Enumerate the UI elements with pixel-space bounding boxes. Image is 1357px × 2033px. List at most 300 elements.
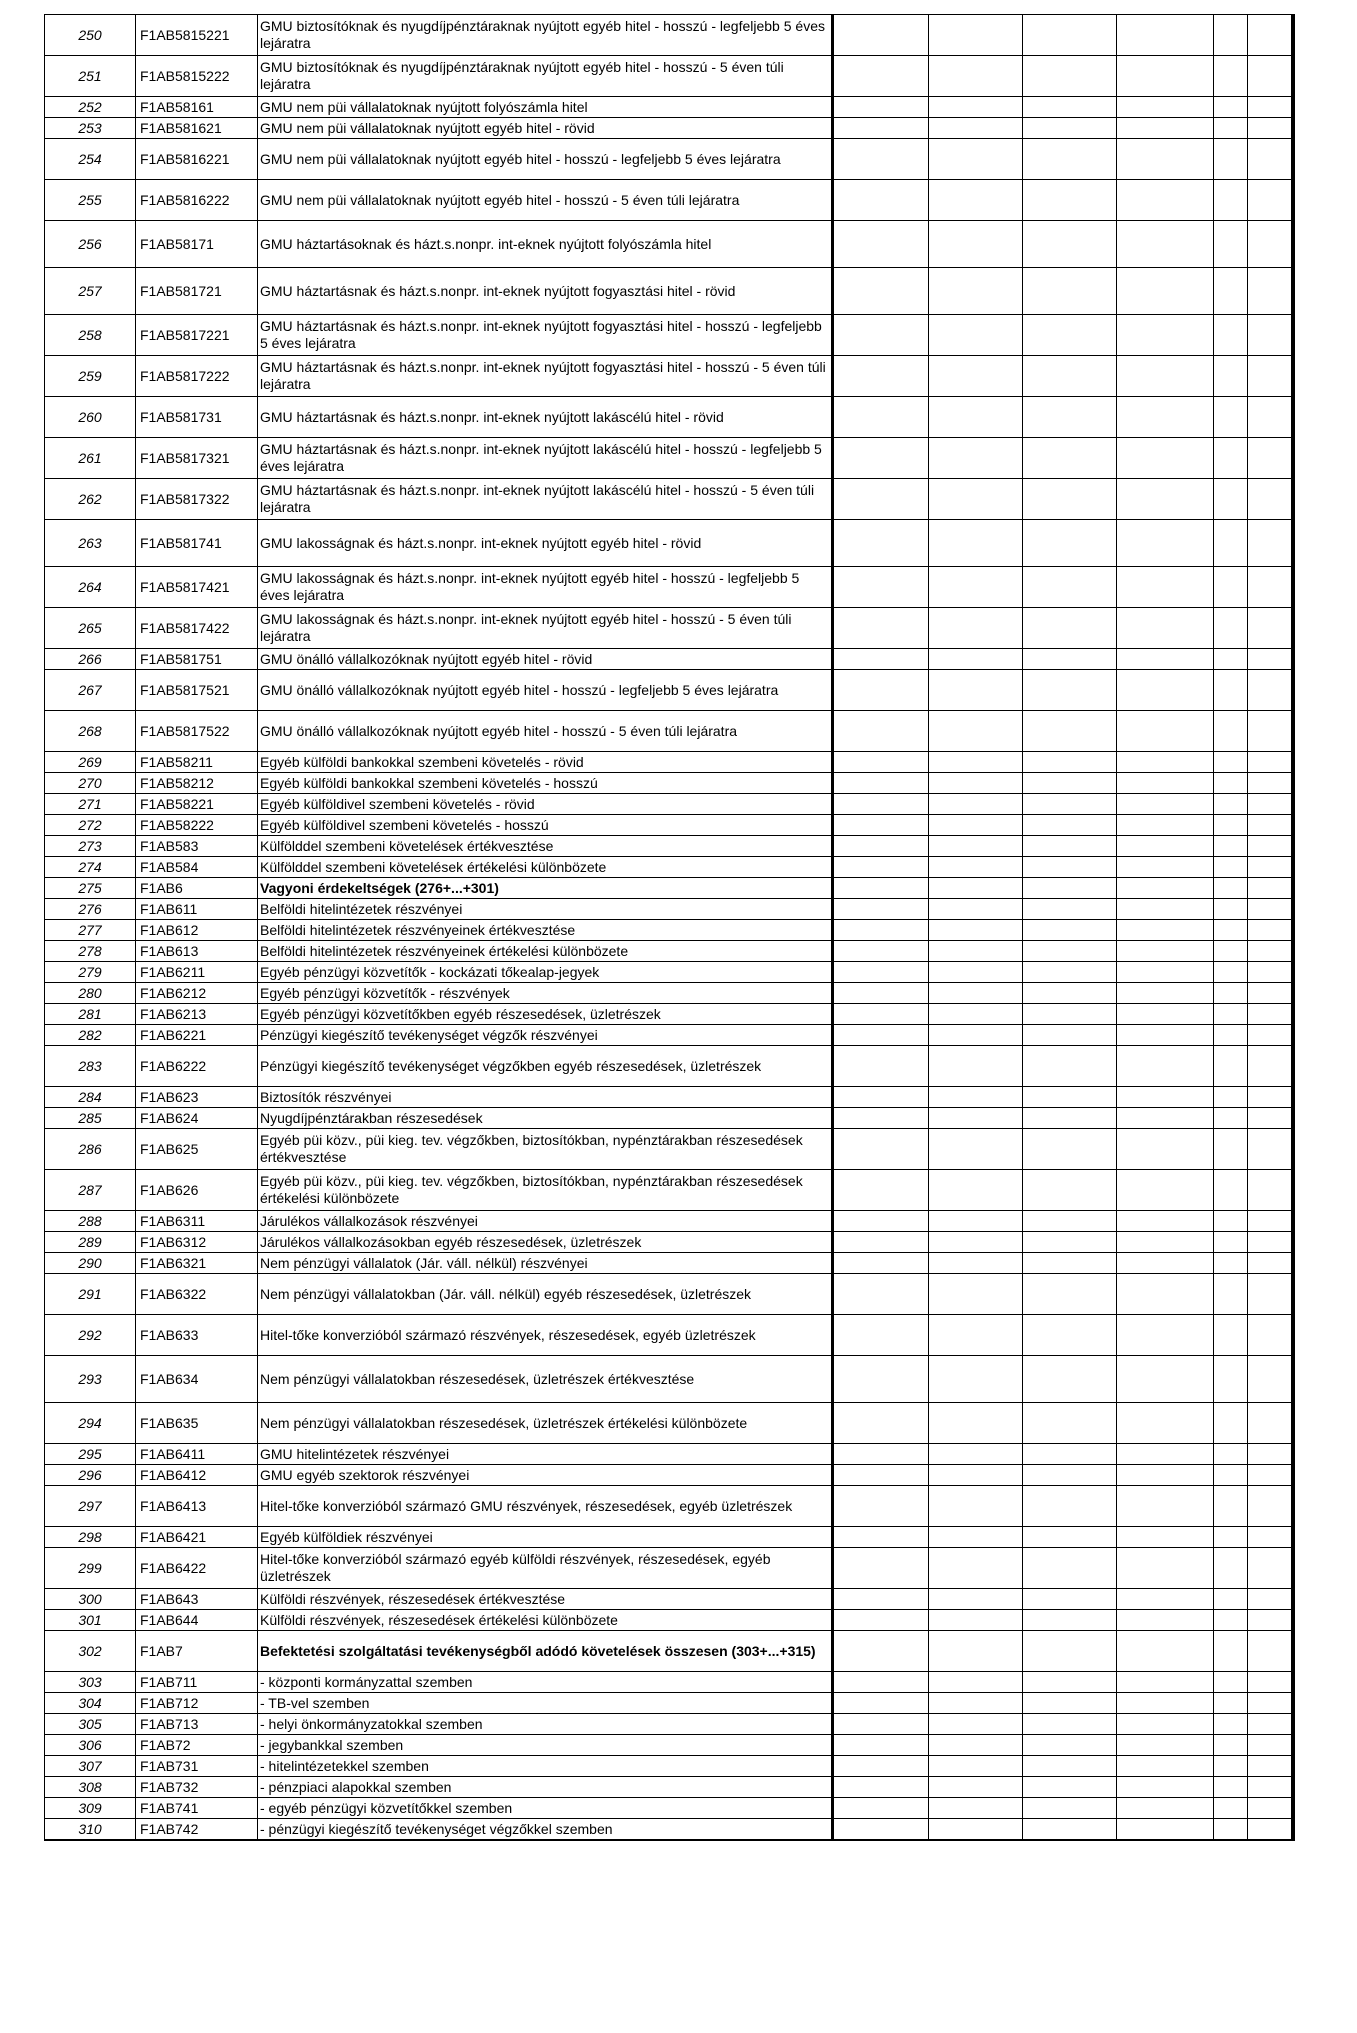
row-number: 260 xyxy=(45,397,136,438)
table-row xyxy=(45,815,1293,836)
table-row xyxy=(45,608,1293,649)
value-cell-6 xyxy=(1248,221,1293,268)
value-cell-1 xyxy=(833,983,929,1004)
value-cell-5 xyxy=(1214,315,1248,356)
row-code: F1AB624 xyxy=(136,1108,258,1129)
value-cell-1 xyxy=(833,941,929,962)
value-cell-1 xyxy=(833,1819,929,1841)
value-cell-4 xyxy=(1117,920,1214,941)
row-number: 252 xyxy=(45,97,136,118)
table-row xyxy=(45,1735,1293,1756)
value-cell-6 xyxy=(1248,1798,1293,1819)
row-code: F1AB732 xyxy=(136,1777,258,1798)
table-row xyxy=(45,397,1293,438)
value-cell-1 xyxy=(833,1004,929,1025)
row-code: F1AB58221 xyxy=(136,794,258,815)
table-row xyxy=(45,1486,1293,1527)
value-cell-5 xyxy=(1214,139,1248,180)
value-cell-3 xyxy=(1023,1232,1117,1253)
value-cell-6 xyxy=(1248,1672,1293,1693)
row-description: Belföldi hitelintézetek részvényei xyxy=(258,899,833,920)
value-cell-2 xyxy=(929,670,1023,711)
row-code: F1AB5816221 xyxy=(136,139,258,180)
value-cell-2 xyxy=(929,1631,1023,1672)
row-description: GMU önálló vállalkozóknak nyújtott egyéb hitel - rövid xyxy=(258,649,833,670)
value-cell-4 xyxy=(1117,962,1214,983)
value-cell-5 xyxy=(1214,1527,1248,1548)
value-cell-5 xyxy=(1214,15,1248,56)
value-cell-1 xyxy=(833,608,929,649)
table-row xyxy=(45,180,1293,221)
value-cell-1 xyxy=(833,1211,929,1232)
value-cell-3 xyxy=(1023,315,1117,356)
value-cell-6 xyxy=(1248,752,1293,773)
value-cell-3 xyxy=(1023,438,1117,479)
row-description: Belföldi hitelintézetek részvényeinek értékvesztése xyxy=(258,920,833,941)
value-cell-5 xyxy=(1214,1548,1248,1589)
table-row xyxy=(45,1631,1293,1672)
row-code: F1AB5817522 xyxy=(136,711,258,752)
table-row xyxy=(45,1315,1293,1356)
row-code: F1AB711 xyxy=(136,1672,258,1693)
value-cell-6 xyxy=(1248,1610,1293,1631)
value-cell-1 xyxy=(833,962,929,983)
value-cell-3 xyxy=(1023,1087,1117,1108)
value-cell-5 xyxy=(1214,1274,1248,1315)
value-cell-5 xyxy=(1214,1129,1248,1170)
value-cell-2 xyxy=(929,899,1023,920)
row-number: 294 xyxy=(45,1403,136,1444)
table-body xyxy=(45,15,1293,1841)
table-row xyxy=(45,773,1293,794)
value-cell-4 xyxy=(1117,1315,1214,1356)
value-cell-5 xyxy=(1214,983,1248,1004)
row-code: F1AB643 xyxy=(136,1589,258,1610)
table-row xyxy=(45,1756,1293,1777)
row-description: GMU háztartásnak és házt.s.nonpr. int-eknek nyújtott fogyasztási hitel - rövid xyxy=(258,268,833,315)
table-row xyxy=(45,356,1293,397)
table-row xyxy=(45,1693,1293,1714)
table-row xyxy=(45,1527,1293,1548)
value-cell-6 xyxy=(1248,815,1293,836)
table-row xyxy=(45,920,1293,941)
row-code: F1AB7 xyxy=(136,1631,258,1672)
row-number: 296 xyxy=(45,1465,136,1486)
value-cell-4 xyxy=(1117,711,1214,752)
value-cell-3 xyxy=(1023,356,1117,397)
value-cell-6 xyxy=(1248,356,1293,397)
value-cell-2 xyxy=(929,221,1023,268)
row-description: Külfölddel szembeni követelések értékvesztése xyxy=(258,836,833,857)
value-cell-1 xyxy=(833,1610,929,1631)
row-description: GMU biztosítóknak és nyugdíjpénztáraknak nyújtott egyéb hitel - hosszú - legfeljebb 5 éves lejáratra xyxy=(258,15,833,56)
value-cell-5 xyxy=(1214,1672,1248,1693)
value-cell-6 xyxy=(1248,773,1293,794)
value-cell-6 xyxy=(1248,479,1293,520)
row-code: F1AB731 xyxy=(136,1756,258,1777)
table-row xyxy=(45,221,1293,268)
value-cell-4 xyxy=(1117,836,1214,857)
value-cell-6 xyxy=(1248,1274,1293,1315)
row-code: F1AB5815222 xyxy=(136,56,258,97)
row-description: - pénzügyi kiegészítő tevékenységet végzőkkel szemben xyxy=(258,1819,833,1841)
value-cell-4 xyxy=(1117,1129,1214,1170)
row-number: 264 xyxy=(45,567,136,608)
row-number: 281 xyxy=(45,1004,136,1025)
row-description: GMU lakosságnak és házt.s.nonpr. int-eknek nyújtott egyéb hitel - hosszú - legfeljebb 5 éves lejáratra xyxy=(258,567,833,608)
table-row xyxy=(45,1274,1293,1315)
value-cell-6 xyxy=(1248,15,1293,56)
row-description: Egyéb külföldi bankokkal szembeni követelés - rövid xyxy=(258,752,833,773)
row-number: 292 xyxy=(45,1315,136,1356)
value-cell-3 xyxy=(1023,836,1117,857)
value-cell-3 xyxy=(1023,1672,1117,1693)
value-cell-3 xyxy=(1023,1610,1117,1631)
value-cell-1 xyxy=(833,878,929,899)
value-cell-1 xyxy=(833,1672,929,1693)
row-description: Nyugdíjpénztárakban részesedések xyxy=(258,1108,833,1129)
value-cell-6 xyxy=(1248,1025,1293,1046)
table-row xyxy=(45,1798,1293,1819)
row-code: F1AB635 xyxy=(136,1403,258,1444)
value-cell-1 xyxy=(833,356,929,397)
row-code: F1AB5817421 xyxy=(136,567,258,608)
value-cell-5 xyxy=(1214,941,1248,962)
value-cell-5 xyxy=(1214,1356,1248,1403)
value-cell-4 xyxy=(1117,97,1214,118)
row-description: Befektetési szolgáltatási tevékenységből adódó követelések összesen (303+...+315) xyxy=(258,1631,833,1672)
table-row xyxy=(45,15,1293,56)
value-cell-3 xyxy=(1023,1777,1117,1798)
row-code: F1AB623 xyxy=(136,1087,258,1108)
value-cell-6 xyxy=(1248,1315,1293,1356)
row-description: GMU nem püi vállalatoknak nyújtott egyéb hitel - rövid xyxy=(258,118,833,139)
value-cell-2 xyxy=(929,180,1023,221)
row-code: F1AB6311 xyxy=(136,1211,258,1232)
value-cell-2 xyxy=(929,1211,1023,1232)
value-cell-2 xyxy=(929,567,1023,608)
row-description: Hitel-tőke konverzióból származó részvények, részesedések, egyéb üzletrészek xyxy=(258,1315,833,1356)
value-cell-2 xyxy=(929,139,1023,180)
value-cell-6 xyxy=(1248,962,1293,983)
value-cell-4 xyxy=(1117,1108,1214,1129)
value-cell-2 xyxy=(929,1315,1023,1356)
row-code: F1AB58222 xyxy=(136,815,258,836)
value-cell-5 xyxy=(1214,857,1248,878)
row-number: 282 xyxy=(45,1025,136,1046)
row-description: GMU biztosítóknak és nyugdíjpénztáraknak nyújtott egyéb hitel - hosszú - 5 éven túli lejáratra xyxy=(258,56,833,97)
value-cell-1 xyxy=(833,1631,929,1672)
value-cell-6 xyxy=(1248,1356,1293,1403)
value-cell-1 xyxy=(833,649,929,670)
value-cell-1 xyxy=(833,1403,929,1444)
value-cell-5 xyxy=(1214,1756,1248,1777)
value-cell-2 xyxy=(929,962,1023,983)
value-cell-3 xyxy=(1023,773,1117,794)
row-number: 273 xyxy=(45,836,136,857)
value-cell-2 xyxy=(929,1087,1023,1108)
value-cell-4 xyxy=(1117,1465,1214,1486)
row-number: 250 xyxy=(45,15,136,56)
value-cell-3 xyxy=(1023,1819,1117,1841)
table-row xyxy=(45,1087,1293,1108)
row-description: Nem pénzügyi vállalatokban (Jár. váll. nélkül) egyéb részesedések, üzletrészek xyxy=(258,1274,833,1315)
row-number: 284 xyxy=(45,1087,136,1108)
value-cell-4 xyxy=(1117,1170,1214,1211)
row-description: Egyéb külföldivel szembeni követelés - hosszú xyxy=(258,815,833,836)
row-description: GMU lakosságnak és házt.s.nonpr. int-eknek nyújtott egyéb hitel - hosszú - 5 éven túli lejáratra xyxy=(258,608,833,649)
row-description: Nem pénzügyi vállalatok (Jár. váll. nélkül) részvényei xyxy=(258,1253,833,1274)
row-code: F1AB626 xyxy=(136,1170,258,1211)
row-number: 265 xyxy=(45,608,136,649)
table-row xyxy=(45,899,1293,920)
value-cell-4 xyxy=(1117,1589,1214,1610)
value-cell-4 xyxy=(1117,356,1214,397)
table-row xyxy=(45,1465,1293,1486)
table-row xyxy=(45,118,1293,139)
value-cell-6 xyxy=(1248,857,1293,878)
value-cell-3 xyxy=(1023,1025,1117,1046)
value-cell-1 xyxy=(833,56,929,97)
row-description: Egyéb pénzügyi közvetítők - kockázati tőkealap-jegyek xyxy=(258,962,833,983)
table-row xyxy=(45,1819,1293,1841)
value-cell-6 xyxy=(1248,1232,1293,1253)
value-cell-1 xyxy=(833,670,929,711)
value-cell-2 xyxy=(929,1025,1023,1046)
table-row xyxy=(45,1548,1293,1589)
value-cell-3 xyxy=(1023,1315,1117,1356)
value-cell-2 xyxy=(929,1444,1023,1465)
row-number: 259 xyxy=(45,356,136,397)
table-row xyxy=(45,1589,1293,1610)
value-cell-3 xyxy=(1023,1274,1117,1315)
value-cell-2 xyxy=(929,857,1023,878)
row-description: Járulékos vállalkozásokban egyéb részesedések, üzletrészek xyxy=(258,1232,833,1253)
value-cell-6 xyxy=(1248,438,1293,479)
value-cell-1 xyxy=(833,268,929,315)
table-row xyxy=(45,139,1293,180)
value-cell-3 xyxy=(1023,1714,1117,1735)
value-cell-4 xyxy=(1117,1819,1214,1841)
value-cell-4 xyxy=(1117,815,1214,836)
value-cell-6 xyxy=(1248,1631,1293,1672)
table-row xyxy=(45,1170,1293,1211)
value-cell-5 xyxy=(1214,1211,1248,1232)
value-cell-3 xyxy=(1023,1253,1117,1274)
value-cell-2 xyxy=(929,1170,1023,1211)
value-cell-5 xyxy=(1214,878,1248,899)
value-cell-1 xyxy=(833,836,929,857)
table-row xyxy=(45,567,1293,608)
value-cell-2 xyxy=(929,1672,1023,1693)
value-cell-3 xyxy=(1023,878,1117,899)
value-cell-2 xyxy=(929,1403,1023,1444)
value-cell-5 xyxy=(1214,1046,1248,1087)
row-code: F1AB581721 xyxy=(136,268,258,315)
row-number: 310 xyxy=(45,1819,136,1841)
value-cell-4 xyxy=(1117,15,1214,56)
row-description: GMU háztartásnak és házt.s.nonpr. int-eknek nyújtott lakáscélú hitel - hosszú - 5 éven túli lejáratra xyxy=(258,479,833,520)
table-row xyxy=(45,1025,1293,1046)
value-cell-3 xyxy=(1023,1589,1117,1610)
value-cell-5 xyxy=(1214,773,1248,794)
value-cell-5 xyxy=(1214,649,1248,670)
row-number: 291 xyxy=(45,1274,136,1315)
value-cell-4 xyxy=(1117,1527,1214,1548)
row-number: 285 xyxy=(45,1108,136,1129)
value-cell-3 xyxy=(1023,1444,1117,1465)
value-cell-5 xyxy=(1214,479,1248,520)
row-description: GMU háztartásnak és házt.s.nonpr. int-eknek nyújtott lakáscélú hitel - hosszú - legfeljebb 5 éves lejáratra xyxy=(258,438,833,479)
row-description: Külföldi részvények, részesedések értékvesztése xyxy=(258,1589,833,1610)
value-cell-5 xyxy=(1214,1170,1248,1211)
value-cell-5 xyxy=(1214,118,1248,139)
row-description: Egyéb külföldi bankokkal szembeni követelés - hosszú xyxy=(258,773,833,794)
row-description: Pénzügyi kiegészítő tevékenységet végzőkben egyéb részesedések, üzletrészek xyxy=(258,1046,833,1087)
table-row xyxy=(45,1108,1293,1129)
value-cell-2 xyxy=(929,1046,1023,1087)
row-code: F1AB581731 xyxy=(136,397,258,438)
value-cell-4 xyxy=(1117,1403,1214,1444)
value-cell-6 xyxy=(1248,1693,1293,1714)
table-row xyxy=(45,1777,1293,1798)
table-row xyxy=(45,1403,1293,1444)
value-cell-3 xyxy=(1023,1465,1117,1486)
value-cell-6 xyxy=(1248,1170,1293,1211)
value-cell-3 xyxy=(1023,1486,1117,1527)
value-cell-4 xyxy=(1117,315,1214,356)
table-row xyxy=(45,1004,1293,1025)
value-cell-3 xyxy=(1023,1735,1117,1756)
value-cell-3 xyxy=(1023,815,1117,836)
value-cell-1 xyxy=(833,438,929,479)
value-cell-6 xyxy=(1248,520,1293,567)
value-cell-6 xyxy=(1248,1253,1293,1274)
value-cell-3 xyxy=(1023,567,1117,608)
table-row xyxy=(45,1714,1293,1735)
table-row xyxy=(45,479,1293,520)
row-description: Egyéb pénzügyi közvetítőkben egyéb részesedések, üzletrészek xyxy=(258,1004,833,1025)
table-row xyxy=(45,315,1293,356)
row-number: 274 xyxy=(45,857,136,878)
row-description: Egyéb pénzügyi közvetítők - részvények xyxy=(258,983,833,1004)
row-number: 301 xyxy=(45,1610,136,1631)
value-cell-1 xyxy=(833,1714,929,1735)
value-cell-3 xyxy=(1023,1403,1117,1444)
table-row xyxy=(45,711,1293,752)
table-row xyxy=(45,268,1293,315)
value-cell-2 xyxy=(929,1108,1023,1129)
row-code: F1AB611 xyxy=(136,899,258,920)
value-cell-1 xyxy=(833,479,929,520)
row-number: 266 xyxy=(45,649,136,670)
value-cell-5 xyxy=(1214,56,1248,97)
row-number: 271 xyxy=(45,794,136,815)
value-cell-1 xyxy=(833,1274,929,1315)
value-cell-4 xyxy=(1117,1211,1214,1232)
value-cell-3 xyxy=(1023,1693,1117,1714)
value-cell-3 xyxy=(1023,97,1117,118)
value-cell-1 xyxy=(833,1589,929,1610)
value-cell-1 xyxy=(833,1756,929,1777)
row-code: F1AB583 xyxy=(136,836,258,857)
row-number: 269 xyxy=(45,752,136,773)
value-cell-3 xyxy=(1023,1798,1117,1819)
row-code: F1AB5816222 xyxy=(136,180,258,221)
value-cell-3 xyxy=(1023,1004,1117,1025)
row-code: F1AB634 xyxy=(136,1356,258,1403)
row-number: 299 xyxy=(45,1548,136,1589)
value-cell-3 xyxy=(1023,711,1117,752)
value-cell-4 xyxy=(1117,983,1214,1004)
value-cell-3 xyxy=(1023,118,1117,139)
value-cell-1 xyxy=(833,1108,929,1129)
row-number: 293 xyxy=(45,1356,136,1403)
row-number: 307 xyxy=(45,1756,136,1777)
value-cell-6 xyxy=(1248,1087,1293,1108)
value-cell-1 xyxy=(833,1486,929,1527)
table-row xyxy=(45,1672,1293,1693)
row-number: 280 xyxy=(45,983,136,1004)
row-description: GMU háztartásoknak és házt.s.nonpr. int-eknek nyújtott folyószámla hitel xyxy=(258,221,833,268)
row-number: 297 xyxy=(45,1486,136,1527)
value-cell-4 xyxy=(1117,670,1214,711)
row-code: F1AB6412 xyxy=(136,1465,258,1486)
row-description: - hitelintézetekkel szemben xyxy=(258,1756,833,1777)
value-cell-1 xyxy=(833,1129,929,1170)
value-cell-5 xyxy=(1214,608,1248,649)
value-cell-3 xyxy=(1023,56,1117,97)
value-cell-4 xyxy=(1117,1610,1214,1631)
row-description: GMU egyéb szektorok részvényei xyxy=(258,1465,833,1486)
value-cell-4 xyxy=(1117,1672,1214,1693)
row-description: - helyi önkormányzatokkal szemben xyxy=(258,1714,833,1735)
row-code: F1AB6213 xyxy=(136,1004,258,1025)
value-cell-2 xyxy=(929,1527,1023,1548)
value-cell-4 xyxy=(1117,139,1214,180)
value-cell-5 xyxy=(1214,1444,1248,1465)
value-cell-5 xyxy=(1214,180,1248,221)
value-cell-6 xyxy=(1248,1403,1293,1444)
value-cell-5 xyxy=(1214,1714,1248,1735)
value-cell-4 xyxy=(1117,1232,1214,1253)
row-number: 267 xyxy=(45,670,136,711)
value-cell-2 xyxy=(929,815,1023,836)
value-cell-3 xyxy=(1023,1211,1117,1232)
value-cell-4 xyxy=(1117,1735,1214,1756)
value-cell-1 xyxy=(833,15,929,56)
row-description: Egyéb külföldiek részvényei xyxy=(258,1527,833,1548)
value-cell-6 xyxy=(1248,983,1293,1004)
row-number: 290 xyxy=(45,1253,136,1274)
value-cell-4 xyxy=(1117,397,1214,438)
value-cell-3 xyxy=(1023,1108,1117,1129)
value-cell-3 xyxy=(1023,1129,1117,1170)
row-number: 278 xyxy=(45,941,136,962)
value-cell-2 xyxy=(929,1777,1023,1798)
value-cell-5 xyxy=(1214,438,1248,479)
row-code: F1AB6322 xyxy=(136,1274,258,1315)
row-code: F1AB644 xyxy=(136,1610,258,1631)
value-cell-2 xyxy=(929,752,1023,773)
value-cell-6 xyxy=(1248,97,1293,118)
row-number: 255 xyxy=(45,180,136,221)
value-cell-2 xyxy=(929,520,1023,567)
value-cell-4 xyxy=(1117,180,1214,221)
value-cell-3 xyxy=(1023,1356,1117,1403)
value-cell-2 xyxy=(929,479,1023,520)
value-cell-4 xyxy=(1117,649,1214,670)
